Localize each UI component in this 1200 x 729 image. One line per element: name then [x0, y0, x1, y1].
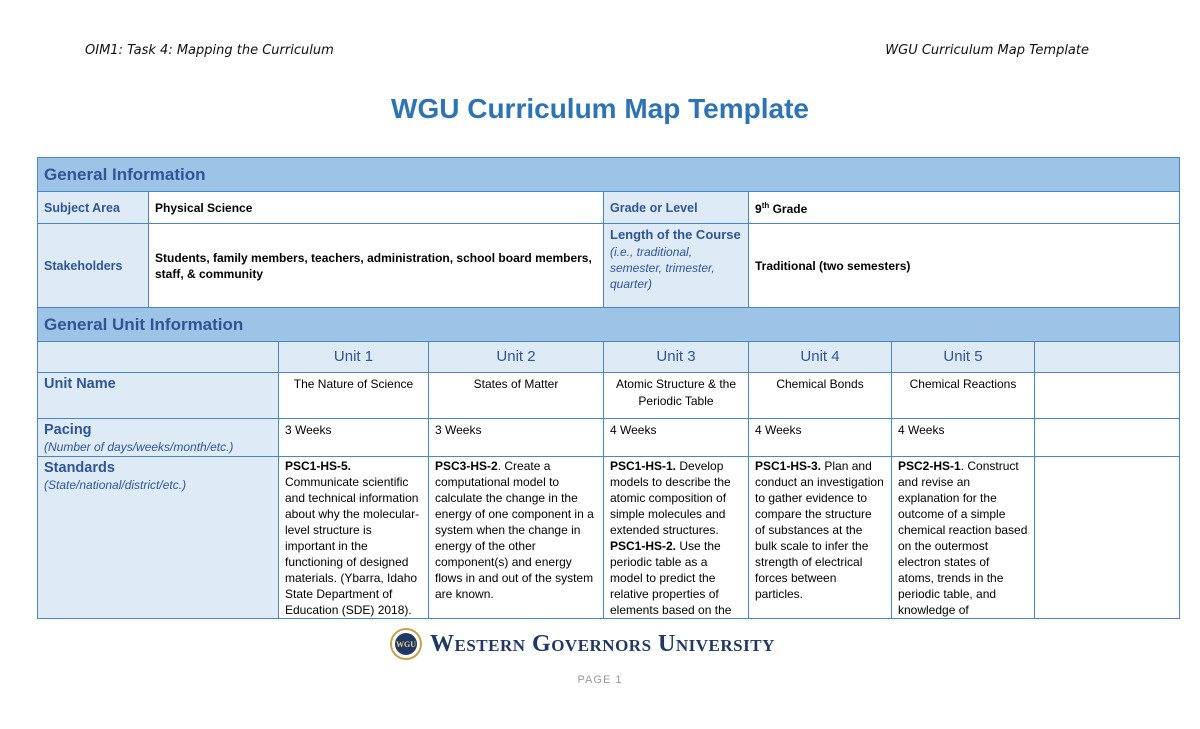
grade-level-value: 9th Grade — [749, 192, 1180, 224]
pacing-extra — [1035, 419, 1180, 457]
unit-header-blank — [38, 342, 279, 373]
course-length-hint: (i.e., traditional, semester, trimester, quarter) — [610, 245, 715, 291]
standard-5: PSC2-HS-1. Construct and revise an explanation for the outcome of a simple chemical reaction based on the outermost electron states of atoms, trends in the periodic table, and knowledge of — [892, 457, 1035, 619]
pacing-2: 3 Weeks — [429, 419, 604, 457]
unit-header-4: Unit 4 — [749, 342, 892, 373]
grade-level-label: Grade or Level — [604, 192, 749, 224]
pacing-3: 4 Weeks — [604, 419, 749, 457]
standard-4: PSC1-HS-3. Plan and conduct an investigation to gather evidence to compare the structure of substances at the bulk scale to infer the strength of electrical forces between particles. — [749, 457, 892, 619]
section-general-info: General Information — [38, 158, 1180, 192]
curriculum-table — [37, 157, 1179, 619]
page-title: WGU Curriculum Map Template — [391, 93, 809, 124]
wgu-seal-icon: WGU — [390, 628, 422, 660]
unit-name-3: Atomic Structure & the Periodic Table — [604, 373, 749, 419]
pacing-label: Pacing (Number of days/weeks/month/etc.) — [38, 419, 279, 457]
unit-name-1: The Nature of Science — [279, 373, 429, 419]
unit-name-label: Unit Name — [38, 373, 279, 419]
stakeholders-label: Stakeholders — [38, 224, 149, 308]
stakeholders-value: Students, family members, teachers, administration, school board members, staff, & community — [149, 224, 604, 308]
standards-hint: (State/national/district/etc.) — [44, 478, 187, 492]
standards-label: Standards (State/national/district/etc.) — [38, 457, 279, 619]
wgu-logo — [390, 626, 775, 662]
unit-name-extra — [1035, 373, 1180, 419]
unit-header-extra — [1035, 342, 1180, 373]
course-length-label: Length of the Course (i.e., traditional, semester, trimester, quarter) — [604, 224, 749, 308]
standard-extra — [1035, 457, 1180, 619]
section-unit-info: General Unit Information — [38, 308, 1180, 342]
pacing-1: 3 Weeks — [279, 419, 429, 457]
page-number: PAGE 1 — [577, 674, 623, 686]
unit-name-4: Chemical Bonds — [749, 373, 892, 419]
subject-area-value: Physical Science — [149, 192, 604, 224]
wgu-wordmark: Western Governors University — [430, 630, 775, 657]
unit-header-5: Unit 5 — [892, 342, 1035, 373]
standard-1: PSC1-HS-5. Communicate scientific and technical information about why the molecular-level structure is important in the functioning of designed materials. (Ybarra, Idaho State Department of Education (SDE) 2018). — [279, 457, 429, 619]
standard-2: PSC3-HS-2. Create a computational model to calculate the change in the energy of one component in a system when the change in energy of the other component(s) and energy flows in and out of the system are known. — [429, 457, 604, 619]
pacing-5: 4 Weeks — [892, 419, 1035, 457]
unit-header-1: Unit 1 — [279, 342, 429, 373]
subject-area-label: Subject Area — [38, 192, 149, 224]
pacing-4: 4 Weeks — [749, 419, 892, 457]
standard-3: PSC1-HS-1. Develop models to describe the atomic composition of simple molecules and extended structures. PSC1-HS-2. Use the periodic table as a model to predict the relative properties of elements based on the — [604, 457, 749, 619]
unit-name-5: Chemical Reactions — [892, 373, 1035, 419]
header-left: OIM1: Task 4: Mapping the Curriculum — [85, 43, 334, 58]
pacing-hint: (Number of days/weeks/month/etc.) — [44, 440, 234, 454]
unit-header-2: Unit 2 — [429, 342, 604, 373]
course-length-value: Traditional (two semesters) — [749, 224, 1180, 308]
unit-name-2: States of Matter — [429, 373, 604, 419]
header-right: WGU Curriculum Map Template — [885, 43, 1089, 58]
unit-header-3: Unit 3 — [604, 342, 749, 373]
